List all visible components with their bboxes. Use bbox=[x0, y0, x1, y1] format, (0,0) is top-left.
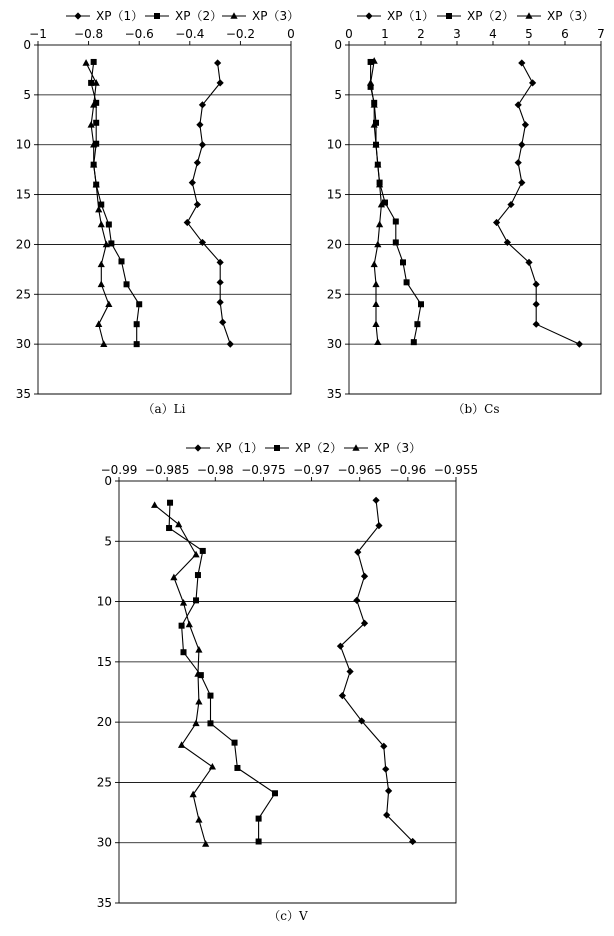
chart-caption: （b）Cs bbox=[452, 402, 500, 416]
series-1 bbox=[184, 59, 234, 347]
data-point bbox=[361, 573, 368, 580]
series-2 bbox=[166, 500, 278, 845]
series-3 bbox=[151, 501, 216, 846]
x-tick-label: −0.975 bbox=[241, 463, 286, 477]
data-point bbox=[167, 500, 173, 506]
data-point bbox=[515, 101, 522, 108]
y-tick-label: 0 bbox=[23, 38, 31, 52]
data-point bbox=[192, 551, 199, 558]
data-point bbox=[367, 79, 374, 86]
x-tick-label: 4 bbox=[489, 27, 497, 41]
data-point bbox=[124, 281, 130, 287]
chart-cs bbox=[327, 9, 605, 416]
data-point bbox=[533, 281, 540, 288]
data-point bbox=[372, 300, 379, 307]
x-tick-label: 7 bbox=[597, 27, 605, 41]
x-tick-label: −0.985 bbox=[144, 463, 190, 477]
data-point bbox=[576, 341, 583, 348]
legend-label: XP（3） bbox=[547, 9, 595, 23]
y-tick-label: 20 bbox=[15, 237, 31, 252]
data-point bbox=[214, 59, 221, 66]
x-tick-label: 0 bbox=[287, 27, 295, 41]
data-point bbox=[194, 159, 201, 166]
data-point bbox=[353, 597, 360, 604]
data-point bbox=[105, 300, 112, 307]
data-point bbox=[195, 698, 202, 705]
data-point bbox=[166, 525, 172, 531]
data-point bbox=[346, 668, 353, 675]
x-tick-label: 3 bbox=[453, 27, 461, 41]
y-tick-label: 15 bbox=[15, 187, 31, 202]
series-1 bbox=[493, 59, 583, 347]
y-tick-label: 35 bbox=[326, 387, 342, 401]
data-point bbox=[134, 341, 140, 347]
legend bbox=[357, 9, 594, 23]
data-point bbox=[374, 338, 381, 345]
data-point bbox=[411, 339, 417, 345]
data-point bbox=[151, 501, 158, 508]
x-tick-label: 5 bbox=[525, 27, 533, 41]
data-point bbox=[209, 763, 216, 770]
y-tick-label: 25 bbox=[15, 287, 31, 302]
legend-label: XP（2） bbox=[295, 441, 343, 455]
y-tick-label: 30 bbox=[326, 337, 342, 352]
y-tick-label: 20 bbox=[96, 715, 112, 730]
data-point bbox=[518, 141, 525, 148]
y-tick-label: 35 bbox=[15, 387, 31, 401]
data-point bbox=[529, 79, 536, 86]
data-point bbox=[175, 521, 182, 528]
legend-label: XP（3） bbox=[374, 441, 422, 455]
data-point bbox=[180, 599, 187, 606]
data-point bbox=[98, 221, 105, 228]
x-tick-label: 2 bbox=[417, 27, 425, 41]
data-point bbox=[234, 765, 240, 771]
data-point bbox=[522, 121, 529, 128]
data-point bbox=[393, 239, 399, 245]
legend-label: XP（1） bbox=[216, 441, 264, 455]
data-point bbox=[195, 572, 201, 578]
data-point bbox=[106, 221, 112, 227]
data-point bbox=[200, 548, 206, 554]
y-tick-label: 15 bbox=[96, 654, 112, 669]
legend-label: XP（1） bbox=[387, 9, 435, 23]
plot-frame bbox=[38, 45, 291, 394]
series-2 bbox=[88, 59, 142, 347]
data-point bbox=[179, 623, 185, 629]
data-point bbox=[518, 59, 525, 66]
data-point bbox=[372, 320, 379, 327]
plot-frame bbox=[119, 481, 456, 903]
data-point bbox=[382, 766, 389, 773]
data-point bbox=[189, 179, 196, 186]
data-point bbox=[256, 839, 262, 845]
data-point bbox=[217, 279, 224, 286]
data-point bbox=[186, 621, 193, 628]
series-line bbox=[187, 63, 230, 344]
data-point bbox=[372, 497, 379, 504]
y-tick-label: 5 bbox=[23, 87, 31, 102]
series-line bbox=[169, 503, 275, 842]
data-point bbox=[376, 221, 383, 228]
y-tick-label: 10 bbox=[15, 137, 31, 152]
legend bbox=[66, 9, 299, 23]
x-tick-label: −0.99 bbox=[100, 463, 138, 477]
legend-marker bbox=[154, 13, 160, 19]
y-tick-label: 25 bbox=[326, 287, 342, 302]
x-tick-label: −0.965 bbox=[337, 463, 382, 477]
y-tick-label: 0 bbox=[104, 474, 112, 488]
legend-marker bbox=[365, 12, 372, 19]
data-point bbox=[418, 301, 424, 307]
x-tick-label: −0.2 bbox=[225, 27, 255, 41]
legend-label: XP（2） bbox=[175, 9, 223, 23]
data-point bbox=[256, 816, 262, 822]
data-point bbox=[98, 281, 105, 288]
x-tick-label: −0.4 bbox=[175, 27, 205, 41]
data-point bbox=[195, 646, 202, 653]
y-tick-label: 15 bbox=[326, 187, 342, 202]
data-point bbox=[533, 301, 540, 308]
data-point bbox=[95, 320, 102, 327]
legend-label: XP（2） bbox=[467, 9, 515, 23]
legend-label: XP（3） bbox=[252, 9, 300, 23]
x-tick-label: −0.955 bbox=[433, 463, 479, 477]
x-tick-label: 6 bbox=[561, 27, 569, 41]
legend-marker bbox=[74, 12, 81, 19]
y-tick-label: 25 bbox=[96, 775, 112, 790]
data-point bbox=[134, 321, 140, 327]
y-tick-label: 10 bbox=[96, 594, 112, 609]
plot-frame bbox=[349, 45, 601, 394]
data-point bbox=[194, 201, 201, 208]
data-point bbox=[232, 740, 238, 746]
y-tick-label: 30 bbox=[15, 337, 31, 352]
data-point bbox=[533, 321, 540, 328]
data-point bbox=[108, 240, 114, 246]
data-point bbox=[207, 693, 213, 699]
chart-caption: （c）V bbox=[268, 909, 308, 923]
data-point bbox=[227, 341, 234, 348]
data-point bbox=[372, 281, 379, 288]
data-point bbox=[371, 261, 378, 268]
data-point bbox=[272, 790, 278, 796]
x-tick-label: −0.8 bbox=[74, 27, 104, 41]
data-point bbox=[207, 720, 213, 726]
data-point bbox=[404, 279, 410, 285]
data-point bbox=[199, 141, 206, 148]
x-tick-label: −0.98 bbox=[196, 463, 234, 477]
data-point bbox=[82, 59, 89, 66]
x-tick-label: −0.6 bbox=[124, 27, 154, 41]
data-point bbox=[193, 597, 199, 603]
legend bbox=[186, 441, 421, 455]
chart-li bbox=[16, 9, 299, 416]
data-point bbox=[518, 179, 525, 186]
legend-marker bbox=[274, 445, 280, 451]
data-point bbox=[414, 321, 420, 327]
y-tick-label: 10 bbox=[326, 137, 342, 152]
legend-marker bbox=[446, 13, 452, 19]
data-point bbox=[136, 301, 142, 307]
x-tick-label: 0 bbox=[345, 27, 353, 41]
data-point bbox=[181, 649, 187, 655]
x-tick-label: −0.96 bbox=[389, 463, 427, 477]
data-point bbox=[217, 299, 224, 306]
x-tick-label: 1 bbox=[381, 27, 389, 41]
data-point bbox=[93, 120, 99, 126]
legend-label: XP（1） bbox=[96, 9, 144, 23]
data-point bbox=[393, 218, 399, 224]
data-point bbox=[195, 816, 202, 823]
data-point bbox=[202, 840, 209, 847]
y-tick-label: 5 bbox=[334, 87, 342, 102]
x-tick-label: −1 bbox=[29, 27, 47, 41]
legend-marker bbox=[194, 444, 201, 451]
y-tick-label: 35 bbox=[96, 896, 112, 910]
series-line bbox=[371, 62, 421, 342]
y-tick-label: 5 bbox=[104, 534, 112, 549]
data-point bbox=[400, 259, 406, 265]
data-point bbox=[98, 261, 105, 268]
x-tick-label: −0.97 bbox=[293, 463, 330, 477]
chart-v bbox=[97, 441, 478, 923]
data-point bbox=[515, 159, 522, 166]
data-point bbox=[219, 319, 226, 326]
data-point bbox=[374, 241, 381, 248]
chart-caption: （a）Li bbox=[142, 402, 186, 416]
y-tick-label: 20 bbox=[326, 237, 342, 252]
data-point bbox=[385, 787, 392, 794]
data-point bbox=[196, 121, 203, 128]
data-point bbox=[192, 720, 199, 727]
y-tick-label: 30 bbox=[96, 835, 112, 850]
data-point bbox=[100, 340, 107, 347]
y-tick-label: 0 bbox=[334, 38, 342, 52]
data-point bbox=[91, 59, 97, 65]
series-1 bbox=[337, 497, 416, 845]
data-point bbox=[118, 258, 124, 264]
